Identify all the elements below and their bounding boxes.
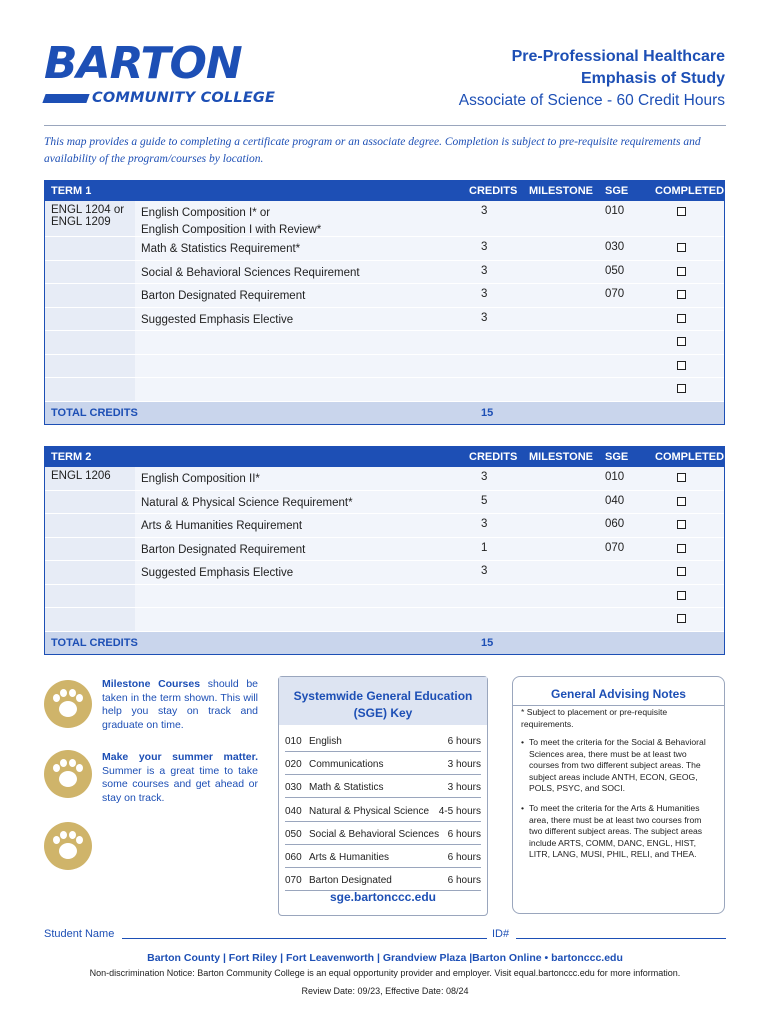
completed-checkbox[interactable]: [677, 384, 686, 393]
course-row: [45, 331, 724, 355]
intro-text: This map provides a guide to completing a certificate program or an associate degree. Completion is subject to pre-requisite requirements and availability of the program/courses by location.: [44, 136, 701, 165]
sge-column-header: SGE: [605, 185, 629, 197]
term2-total-label: TOTAL CREDITS: [51, 636, 138, 649]
course-sge: 050: [605, 264, 625, 277]
term1-total-label: TOTAL CREDITS: [51, 406, 138, 419]
course-title: Suggested Emphasis Elective: [141, 567, 294, 579]
completed-checkbox[interactable]: [677, 267, 686, 276]
course-title: Arts & Humanities Requirement: [141, 520, 303, 532]
sge-hours: 6 hours: [447, 875, 481, 887]
sge-link[interactable]: sge.bartonccc.edu: [329, 890, 437, 904]
course-credits: 3: [481, 471, 488, 483]
course-title: Natural & Physical Science Requirement*: [141, 496, 353, 509]
completed-checkbox[interactable]: [677, 520, 686, 529]
sge-key-title-line2: (SGE) Key: [353, 706, 413, 720]
completed-checkbox[interactable]: [677, 497, 686, 506]
course-credits: 3: [481, 518, 488, 530]
sge-area-name: Natural & Physical Science: [309, 805, 430, 817]
term2-total-row: [45, 632, 724, 654]
barton-logo: [44, 40, 314, 112]
sge-hours: 4-5 hours: [438, 805, 481, 817]
course-row: [45, 585, 724, 609]
term2-header: [45, 447, 724, 467]
milestone-column-header: MILESTONE: [529, 451, 593, 463]
program-titles: [459, 46, 725, 112]
advising-note-placement: * Subject to placement or pre-requisite requirements.: [521, 707, 668, 729]
course-title: Barton Designated Requirement: [141, 543, 306, 556]
sge-hours: 6 hours: [447, 736, 481, 747]
sge-code: 070: [285, 875, 302, 887]
course-row: [45, 561, 724, 585]
paw-icon: [44, 680, 92, 728]
course-credits: 3: [481, 205, 488, 217]
sge-area-name: Math & Statistics: [309, 782, 384, 794]
sge-key-item: [285, 729, 481, 752]
completed-checkbox[interactable]: [677, 314, 686, 323]
sge-hours: 3 hours: [447, 759, 481, 771]
completed-checkbox[interactable]: [677, 544, 686, 553]
summer-note-text: Summer is a great time to take some courses and get ahead or stay on track.: [102, 764, 258, 804]
student-name-field[interactable]: [122, 938, 487, 939]
advising-notes-title: General Advising Notes: [551, 687, 686, 701]
course-code: ENGL 1204 or ENGL 1209: [51, 204, 125, 228]
completed-checkbox[interactable]: [677, 614, 686, 623]
paw-icon: [44, 750, 92, 798]
summer-note-bold: Make your summer matter.: [102, 751, 258, 763]
degree-subtitle: Associate of Science - 60 Credit Hours: [458, 92, 725, 109]
sge-key-item: [285, 799, 481, 822]
sge-code: 030: [285, 782, 302, 794]
course-row: [45, 237, 724, 261]
program-title-line1: Pre-Professional Healthcare: [511, 48, 725, 65]
course-title: English Composition II*: [141, 473, 260, 485]
sge-code: 010: [285, 736, 302, 747]
course-title: Barton Designated Requirement: [141, 290, 306, 302]
completed-checkbox[interactable]: [677, 473, 686, 482]
course-title: Suggested Emphasis Elective: [141, 313, 294, 326]
term1-table: [44, 180, 725, 425]
header-divider: [44, 125, 726, 126]
course-row: [45, 538, 724, 562]
milestone-note: [102, 678, 258, 732]
sge-area-name: Communications: [309, 759, 384, 771]
program-title-line2: Emphasis of Study: [580, 70, 725, 87]
completed-column-header: COMPLETED: [655, 451, 725, 463]
logo-subtitle: COMMUNITY COLLEGE: [92, 90, 276, 106]
milestone-note-bold: Milestone Courses: [102, 678, 201, 690]
nondiscrimination-notice: Non-discrimination Notice: Barton Community College is an equal opportunity provider and employer. Visit equal.bartonccc.edu for more information.: [89, 968, 681, 978]
course-credits: 5: [481, 494, 488, 507]
sge-hours: 6 hours: [447, 852, 481, 863]
sge-key-item: [285, 822, 481, 845]
review-date: Review Date: 09/23, Effective Date: 08/24: [301, 986, 469, 996]
course-credits: 3: [481, 311, 488, 324]
term2-label: TERM 2: [51, 451, 92, 463]
course-credits: 3: [481, 264, 488, 277]
logo-bar: [42, 94, 89, 103]
sge-key-item: [285, 868, 481, 891]
course-row: [45, 378, 724, 402]
sge-code: 040: [285, 805, 302, 817]
sge-area-name: Arts & Humanities: [309, 852, 390, 863]
credits-column-header: CREDITS: [469, 451, 518, 463]
course-sge: 010: [605, 205, 625, 217]
sge-area-name: Social & Behavioral Sciences: [309, 828, 440, 840]
term1-total-row: [45, 402, 724, 424]
completed-checkbox[interactable]: [677, 290, 686, 299]
sge-code: 060: [285, 852, 302, 863]
student-name-label: Student Name: [44, 928, 115, 940]
sge-key-item: [285, 775, 481, 798]
course-sge: 070: [605, 541, 625, 554]
course-sge: 040: [605, 494, 625, 507]
term1-label: TERM 1: [51, 185, 92, 197]
sge-code: 020: [285, 759, 302, 771]
sge-column-header: SGE: [605, 451, 629, 463]
course-row: [45, 491, 724, 515]
sge-area-name: English: [309, 736, 342, 747]
student-id-field[interactable]: [516, 938, 726, 939]
term1-total-credits: 15: [481, 406, 494, 419]
credits-column-header: CREDITS: [469, 185, 518, 197]
course-title: English Composition I* or English Composition I with Review*: [141, 207, 322, 236]
term2-rows: [45, 467, 724, 632]
course-credits: 3: [481, 288, 488, 300]
course-title: Social & Behavioral Sciences Requirement: [141, 266, 360, 279]
course-row: [45, 467, 724, 491]
term1-rows: [45, 201, 724, 402]
course-credits: 3: [481, 241, 488, 253]
advising-notes-box: [512, 676, 725, 914]
completed-checkbox[interactable]: [677, 207, 686, 216]
advising-note-arts: • To meet the criteria for the Arts & Humanities area, there must be at least two courses from two different subject areas. The subject areas include ARTS, COMM, DANC, ENGL, HIST, LITR, LANG, MUSI, PHIL, RELI, and THEA.: [521, 803, 717, 861]
sge-hours: 6 hours: [447, 828, 481, 840]
course-row: [45, 355, 724, 379]
completed-column-header: COMPLETED: [655, 185, 725, 197]
advising-note-social: • To meet the criteria for the Social & Behavioral Sciences area, there must be at least two courses from two different subject areas. The subject areas include ANTH, ECON, GEOG, POLS, PSYC, and SOCI.: [521, 737, 717, 795]
sge-code: 050: [285, 828, 302, 840]
sge-hours: 3 hours: [447, 782, 481, 794]
course-row: [45, 514, 724, 538]
sge-key-box: [278, 676, 488, 916]
completed-checkbox[interactable]: [677, 337, 686, 346]
course-credits: 1: [481, 541, 488, 554]
campus-locations: Barton County | Fort Riley | Fort Leavenworth | Grandview Plaza |Barton Online • bartonccc.edu: [147, 952, 623, 964]
sge-key-title: [279, 677, 487, 725]
sge-key-item: [285, 845, 481, 868]
completed-checkbox[interactable]: [677, 567, 686, 576]
summer-note: [102, 751, 258, 805]
term2-table: [44, 446, 725, 655]
course-row: [45, 201, 724, 237]
course-credits: 3: [481, 565, 488, 577]
course-row: [45, 308, 724, 332]
milestone-note-text: should be taken in the term shown. This will help you stay on track and graduate on time.: [102, 678, 258, 731]
sge-area-name: Barton Designated: [309, 875, 392, 887]
course-row: [45, 608, 724, 632]
course-title: Math & Statistics Requirement*: [141, 243, 301, 255]
completed-checkbox[interactable]: [677, 361, 686, 370]
course-sge: 010: [605, 471, 625, 483]
logo-wordmark: BARTON: [44, 38, 242, 89]
sge-key-item: [285, 752, 481, 775]
course-row: [45, 261, 724, 285]
course-sge: 060: [605, 518, 625, 530]
course-sge: 030: [605, 241, 625, 253]
advising-notes-divider: [513, 705, 724, 706]
milestone-column-header: MILESTONE: [529, 185, 593, 197]
sge-key-title-line1: Systemwide General Education: [293, 689, 473, 703]
term1-header: [45, 181, 724, 201]
term2-total-credits: 15: [481, 636, 494, 649]
completed-checkbox[interactable]: [677, 243, 686, 252]
course-row: [45, 284, 724, 308]
completed-checkbox[interactable]: [677, 591, 686, 600]
student-id-label: ID#: [492, 928, 510, 940]
course-code: ENGL 1206: [51, 470, 111, 482]
paw-icon: [44, 822, 92, 870]
course-sge: 070: [605, 288, 625, 300]
